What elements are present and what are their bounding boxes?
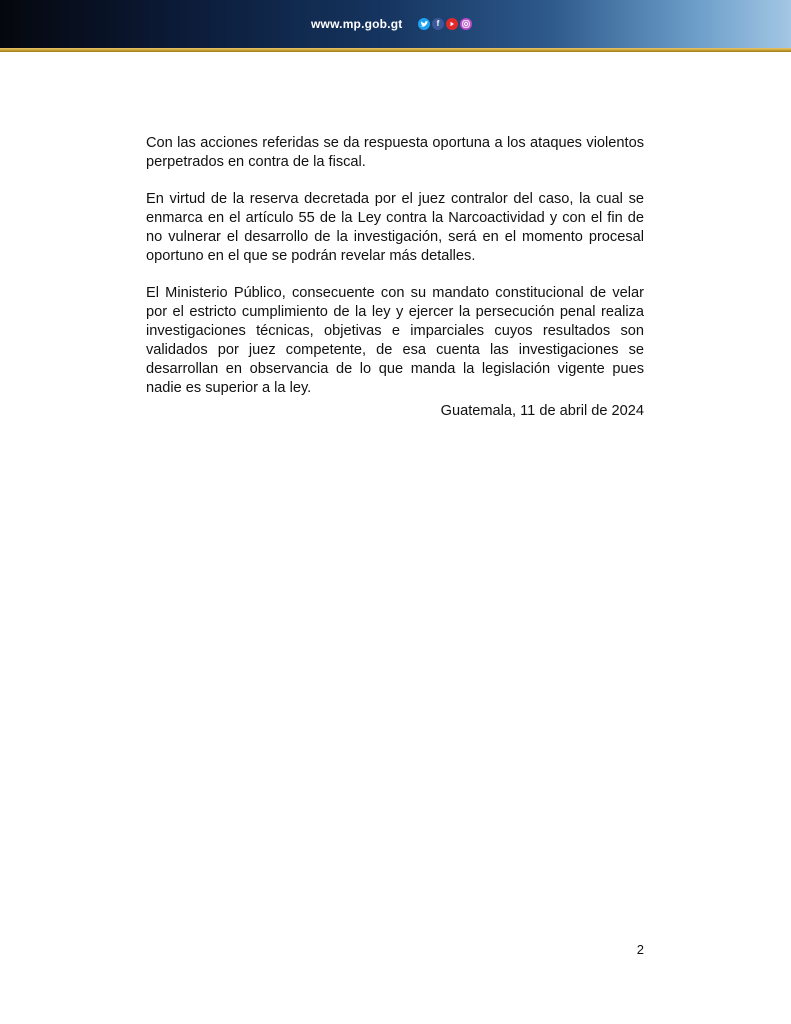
paragraph-ministry: El Ministerio Público, consecuente con su mandato constitucional de velar por el estricto cumplimiento de la ley y ejercer la persecución penal realiza investigaciones técnicas, objetivas e imparciales cuyos resultados son validados por juez competente, de esa cuenta las investigaciones se desarrollan en observancia de lo que manda la legislación vigente pues nadie es superior a la ley. <box>146 285 644 396</box>
paragraph-response: Con las acciones referidas se da respuesta oportuna a los ataques violentos perpetrados en contra de la fiscal. <box>146 135 644 170</box>
instagram-icon[interactable] <box>460 18 472 30</box>
document-date: Guatemala, 11 de abril de 2024 <box>440 403 644 419</box>
facebook-icon[interactable]: f <box>432 18 444 30</box>
header-divider <box>0 48 791 52</box>
youtube-icon[interactable] <box>446 18 458 30</box>
twitter-icon[interactable] <box>418 18 430 30</box>
social-icons <box>418 18 472 30</box>
paragraph-reserve: En virtud de la reserva decretada por el juez contralor del caso, la cual se enmarca en el artículo 55 de la Ley contra la Narcoactividad y con el fin de no vulnerar el desarrollo de la investigación, será en el momento procesal oportuno en el que se podrán revelar más detalles. <box>146 191 644 264</box>
site-url[interactable]: www.mp.gob.gt <box>311 17 403 31</box>
document-body <box>146 134 644 416</box>
header-banner <box>0 0 791 48</box>
page-number: 2 <box>636 942 644 957</box>
